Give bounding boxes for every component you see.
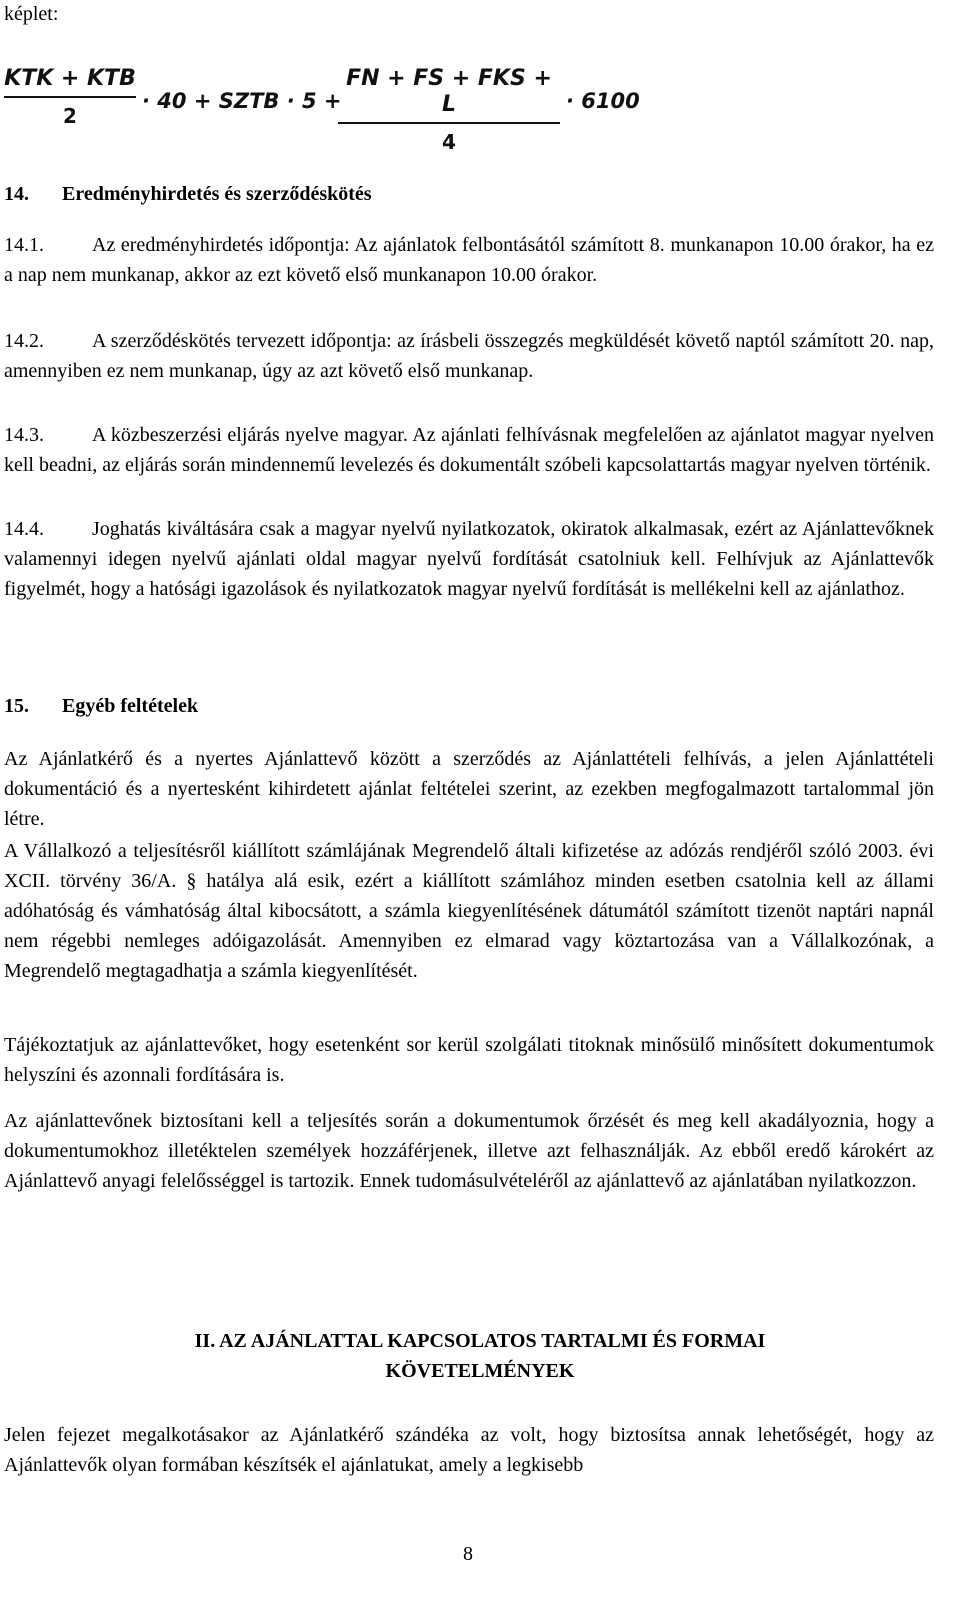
section-15-paragraph: Az ajánlattevőnek biztosítani kell a teljesítés során a dokumentumok őrzését és meg kell akadályoznia, hogy a dokumentumokhoz illetéktelen személyek hozzáférjenek, illetve azt felhasználják. Az ebből eredő károkért az Ajánlattevő anyagi felelősséggel is tartozik. Ennek tudomásulvételéről az ajánlattevő az ajánlatában nyilatkozzon. [4, 1110, 934, 1192]
formula-fraction-1-bar [4, 96, 136, 98]
chapter-heading [0, 1326, 960, 1386]
section-15-paragraph: A Vállalkozó a teljesítésről kiállított számlájának Megrendelő általi kifizetése az adózás rendjéről szóló 2003. évi XCII. törvény 36/A. § hatálya alá esik, ezért a kiállított számlához minden esetben csatolnia kell az állami adóhatóság és vámhatóság által kibocsátott, a számla kiegyenlítésének dátumától számított tizenöt naptári napnál nem régebbi nemleges adóigazolását. Amennyiben ez elmarad vagy köztartozása van a Vállalkozónak, a Megrendelő megtagadhatja a számla kiegyenlítését. [4, 840, 934, 982]
formula-middle-term: · 40 + SZTB · 5 + [142, 89, 342, 113]
clause-14-4 [4, 514, 934, 604]
chapter-intro-paragraph: Jelen fejezet megalkotásakor az Ajánlatkérő szándéka az volt, hogy biztosítsa annak lehetőségét, hogy az Ajánlattevők olyan formában készítsék el ajánlatukat, amely a legkisebb [4, 1424, 934, 1476]
clause-number: 14.2. [4, 330, 44, 352]
formula-fraction-1 [4, 66, 136, 128]
clause-number: 14.1. [4, 234, 44, 256]
section-15-paragraph: Tájékoztatjuk az ajánlattevőket, hogy esetenként sor kerül szolgálati titoknak minősülő minősített dokumentumok helyszíni és azonnali fordítására is. [4, 1034, 934, 1086]
section-14-title: Eredményhirdetés és szerződéskötés [62, 183, 372, 205]
section-14-heading [4, 182, 372, 206]
formula-intro-label: képlet: [4, 3, 59, 25]
section-14-number: 14. [4, 183, 29, 205]
section-15-title: Egyéb feltételek [62, 695, 199, 717]
scoring-formula [4, 62, 644, 154]
page-number: 8 [463, 1543, 473, 1565]
clause-14-2 [4, 326, 934, 386]
formula-fraction-1-denominator: 2 [63, 104, 77, 128]
clause-text: A szerződéskötés tervezett időpontja: az írásbeli összegzés megküldését követő naptól számított 20. nap, amennyiben ez nem munkanap, úgy az azt követő első munkanap. [4, 330, 934, 382]
clause-number: 14.4. [4, 518, 44, 540]
formula-fraction-2-bar [338, 122, 560, 124]
section-15-paragraph: Az Ajánlatkérő és a nyertes Ajánlattevő között a szerződés az Ajánlattételi felhívás, a jelen Ajánlattételi dokumentáció és a nyertesként kihirdetett ajánlat feltételei szerint, az ezekben megfogalmazott tartalommal jön létre. [4, 748, 934, 830]
clause-text: Joghatás kiváltására csak a magyar nyelvű nyilatkozatok, okiratok alkalmasak, ezért az Ajánlattevőknek valamennyi idegen nyelvű ajánlati oldal magyar nyelvű fordítását csatolniuk kell. Felhívjuk az Ajánlattevők figyelmét, hogy a hatósági igazolások és nyilatkozatok magyar nyelvű fordítását is mellékelni kell az ajánlathoz. [4, 518, 934, 600]
clause-text: A közbeszerzési eljárás nyelve magyar. Az ajánlati felhívásnak megfelelően az ajánlatot magyar nyelven kell beadni, az eljárás során mindennemű levelezés és dokumentált szóbeli kapcsolattartás magyar nyelven történik. [4, 424, 934, 476]
formula-fraction-2 [338, 66, 560, 154]
chapter-heading-line-2: KÖVETELMÉNYEK [385, 1360, 575, 1382]
clause-14-3 [4, 420, 934, 480]
clause-14-1 [4, 230, 934, 290]
section-15-number: 15. [4, 695, 29, 717]
section-15-heading [4, 694, 198, 718]
clause-text: Az eredményhirdetés időpontja: Az ajánlatok felbontásától számított 8. munkanapon 10.00 órakor, ha ez a nap nem munkanap, akkor az ezt követő első munkanapon 10.00 órakor. [4, 234, 934, 286]
chapter-heading-line-1: II. AZ AJÁNLATTAL KAPCSOLATOS TARTALMI ÉS FORMAI [194, 1330, 766, 1352]
formula-fraction-1-numerator: KTK + KTB [4, 66, 136, 91]
formula-fraction-2-numerator: FN + FS + FKS + L [346, 66, 552, 117]
formula-tail-term: · 6100 [566, 89, 640, 113]
formula-fraction-2-denominator: 4 [442, 130, 456, 154]
clause-number: 14.3. [4, 424, 44, 446]
